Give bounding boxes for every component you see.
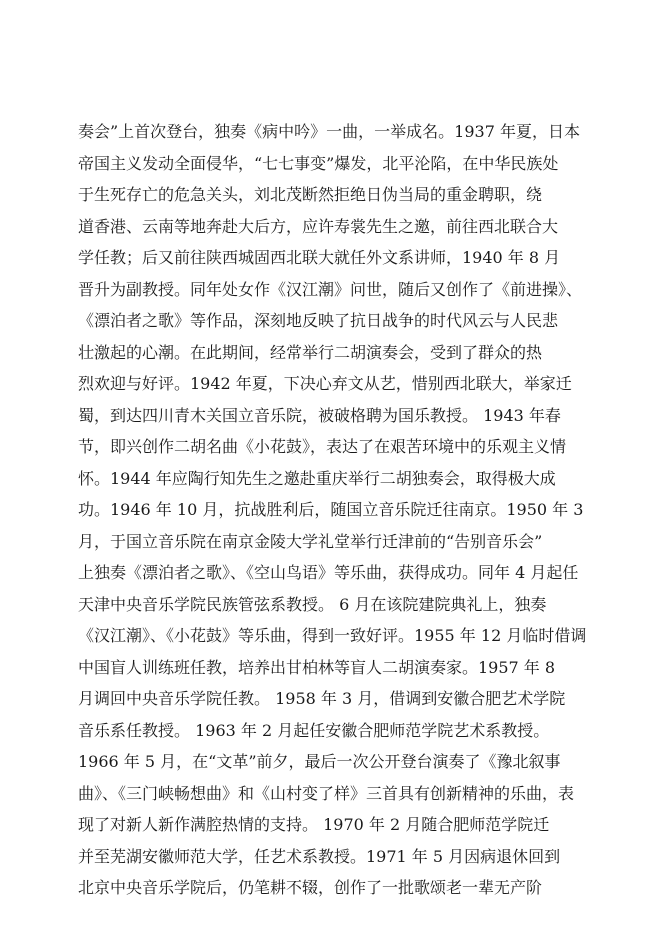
text-line: 帝国主义发动全面侵华，“七七事变”爆发，北平沦陷，在中华民族处 bbox=[78, 153, 559, 173]
text-line: 学任教；后又前往陕西城固西北联大就任外文系讲师，1940 年 8 月 bbox=[78, 248, 561, 267]
text-line: 《汉江潮》、《小花鼓》等乐曲，得到一致好评。1955 年 12 月临时借调 bbox=[78, 626, 587, 645]
text-line: 奏会”上首次登台，独奏《病中吟》一曲，一举成名。1937 年夏，日本 bbox=[78, 122, 580, 141]
text-line: 并至芜湖安徽师范大学，任艺术系教授。1971 年 5 月因病退休回到 bbox=[78, 846, 561, 866]
text-line: 北京中央音乐学院后，仍笔耕不辍，创作了一批歌颂老一辈无产阶 bbox=[78, 878, 543, 897]
text-line: 曲》、《三门峡畅想曲》和《山村变了样》三首具有创新精神的乐曲，表 bbox=[78, 783, 575, 803]
text-line: 道香港、云南等地奔赴大后方，应许寿裳先生之邀，前往西北联合大 bbox=[78, 216, 559, 236]
text-line: 现了对新人新作满腔热情的支持。 1970 年 2 月随合肥师范学院迁 bbox=[78, 815, 550, 834]
text-line: 蜀，到达四川青木关国立音乐院，被破格聘为国乐教授。 1943 年春 bbox=[78, 405, 561, 425]
text-line: 节，即兴创作二胡名曲《小花鼓》，表达了在艰苦环境中的乐观主义情 bbox=[78, 437, 567, 456]
text-line: 天津中央音乐学院民族管弦系教授。 6 月在该院建院典礼上，独奏 bbox=[78, 594, 547, 614]
body-text bbox=[78, 116, 598, 904]
text-line: 于生死存亡的危急关头，刘北茂断然拒绝日伪当局的重金聘职，绕 bbox=[78, 185, 543, 204]
text-line: 月，于国立音乐院在南京金陵大学礼堂举行迁津前的“告别音乐会” bbox=[78, 531, 543, 551]
text-line: 晋升为副教授。同年处女作《汉江潮》问世，随后又创作了《前进操》、 bbox=[78, 279, 583, 299]
text-line: 壮激起的心潮。在此期间，经常举行二胡演奏会，受到了群众的热 bbox=[78, 342, 543, 362]
text-line: 功。1946 年 10 月，抗战胜利后，随国立音乐院迁往南京。1950 年 3 bbox=[78, 500, 584, 519]
text-line: 月调回中央音乐学院任教。 1958 年 3 月，借调到安徽合肥艺术学院 bbox=[78, 689, 566, 708]
text-line: 1966 年 5 月，在“文革”前夕，最后一次公开登台演奏了《豫北叙事 bbox=[78, 752, 561, 771]
text-line: 音乐系任教授。 1963 年 2 月起任安徽合肥师范学院艺术系教授。 bbox=[78, 720, 550, 740]
text-line: 《漂泊者之歌》等作品，深刻地反映了抗日战争的时代风云与人民悲 bbox=[78, 311, 559, 330]
text-line: 上独奏《漂泊者之歌》、《空山鸟语》等乐曲，获得成功。同年 4 月起任 bbox=[78, 563, 579, 582]
text-line: 怀。1944 年应陶行知先生之邀赴重庆举行二胡独奏会，取得极大成 bbox=[78, 468, 556, 488]
text-line: 烈欢迎与好评。1942 年夏，下决心弃文从艺，惜别西北联大，举家迁 bbox=[78, 374, 572, 393]
text-line: 中国盲人训练班任教，培养出甘柏林等盲人二胡演奏家。1957 年 8 bbox=[78, 657, 556, 677]
